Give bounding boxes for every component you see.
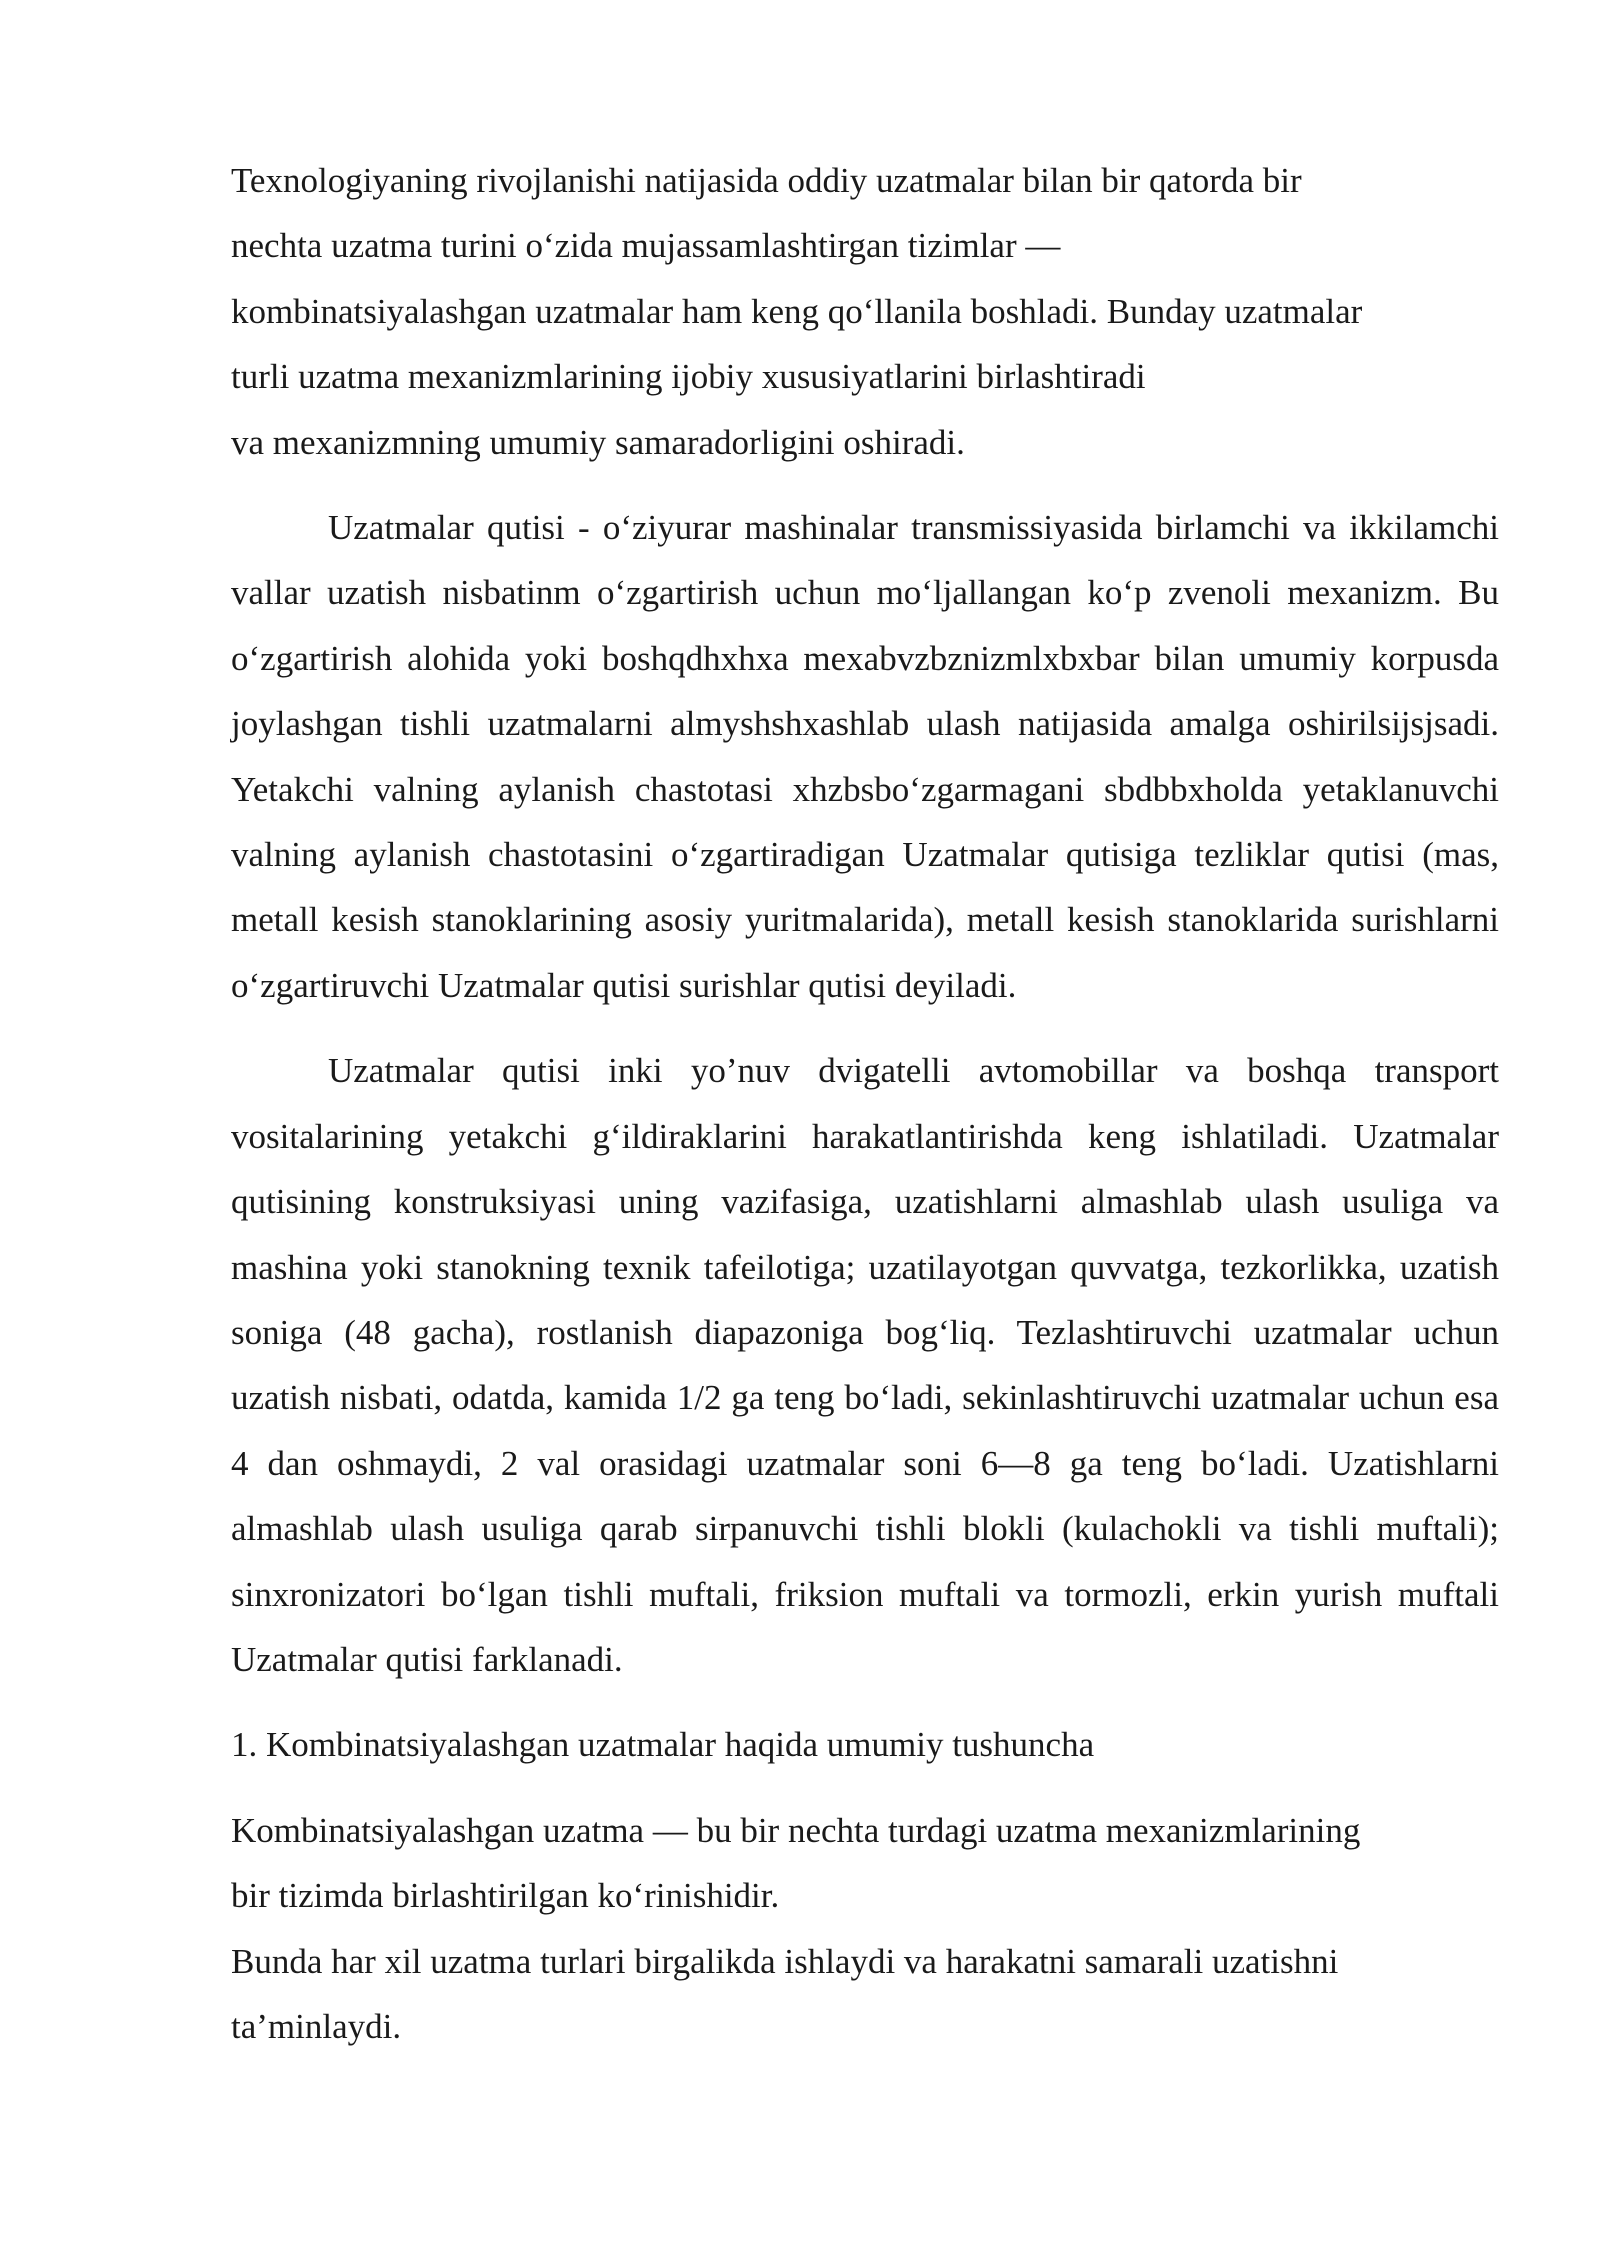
combined-transmission-definition xyxy=(231,1798,1499,2060)
definition-line: bir tizimda birlashtirilgan ko‘rinishidir. xyxy=(231,1876,780,1916)
intro-line: nechta uzatma turini o‘zida mujassamlashtirgan tizimlar — xyxy=(231,226,1061,266)
gearbox-definition-paragraph: Uzatmalar qutisi - o‘ziyurar mashinalar transmissiyasida birlamchi va ikkilamchi vallar uzatish nisbatinm o‘zgartirish uchun mo‘ljallangan ko‘p zvenoli mexanizm. Bu o‘zgartirish alohida yoki boshqdhxhxa mexabvzbznizmlxbxbar bilan umumiy korpusda joylashgan tishli uzatmalarni almyshshxashlab ulash natijasida amalga oshirilsijsjsadi. Yetakchi valning aylanish chastotasi xhzbsbo‘zgarmagani sbdbbxholda yetaklanuvchi valning aylanish chastotasini o‘zgartiradigan Uzatmalar qutisiga tezliklar qutisi (mas, metall kesish stanoklarining asosiy yuritmalarida), metall kesish stanoklarida surishlarni o‘zgartiruvchi Uzatmalar qutisi surishlar qutisi deyiladi. xyxy=(231,508,1499,1005)
intro-line: Texnologiyaning rivojlanishi natijasida oddiy uzatmalar bilan bir qatorda bir xyxy=(231,161,1302,200)
definition-line: Bunda har xil uzatma turlari birgalikda ishlaydi va harakatni samarali uzatishni xyxy=(231,1941,1339,1981)
definition-line: Kombinatsiyalashgan uzatma — bu bir nechta turdagi uzatma mexanizmlarining xyxy=(231,1810,1361,1850)
section-heading: 1. Kombinatsiyalashgan uzatmalar haqida umumiy tushuncha xyxy=(231,1725,1095,1765)
definition-line: ta’minlaydi. xyxy=(231,2006,402,2046)
intro-line: turli uzatma mexanizmlarining ijobiy xususiyatlarini birlashtiradi xyxy=(231,357,1146,397)
gearbox-usage-paragraph: Uzatmalar qutisi inki yo’nuv dvigatelli avtomobillar va boshqa transport vositalarining yetakchi g‘ildiraklarini harakatlantirishda keng ishlatiladi. Uzatmalar qutisining konstruksiyasi uning vazifasiga, uzatishlarni almashlab ulash usuliga va mashina yoki stanokning texnik tafeilotiga; uzatilayotgan quvvatga, tezkorlikka, uzatish soniga (48 gacha), rostlanish diapazoniga bog‘liq. Tezlashtiruvchi uzatmalar uchun uzatish nisbati, odatda, kamida 1/2 ga teng bo‘ladi, sekinlashtiruvchi uzatmalar uchun esa 4 dan oshmaydi, 2 val orasidagi uzatmalar soni 6—8 ga teng bo‘ladi. Uzatishlarni almashlab ulash usuliga qarab sirpanuvchi tishli blokli (kulachokli va tishli muftali); sinxronizatori bo‘lgan tishli muftali, friksion muftali va tormozli, erkin yurish muftali Uzatmalar qutisi farklanadi. xyxy=(231,1051,1499,1679)
intro-paragraph xyxy=(231,148,1499,475)
intro-line: kombinatsiyalashgan uzatmalar ham keng qo‘llanila boshladi. Bunday uzatmalar xyxy=(231,291,1363,331)
document-body xyxy=(231,148,1499,2079)
intro-line: va mexanizmning umumiy samaradorligini oshiradi. xyxy=(231,422,965,462)
